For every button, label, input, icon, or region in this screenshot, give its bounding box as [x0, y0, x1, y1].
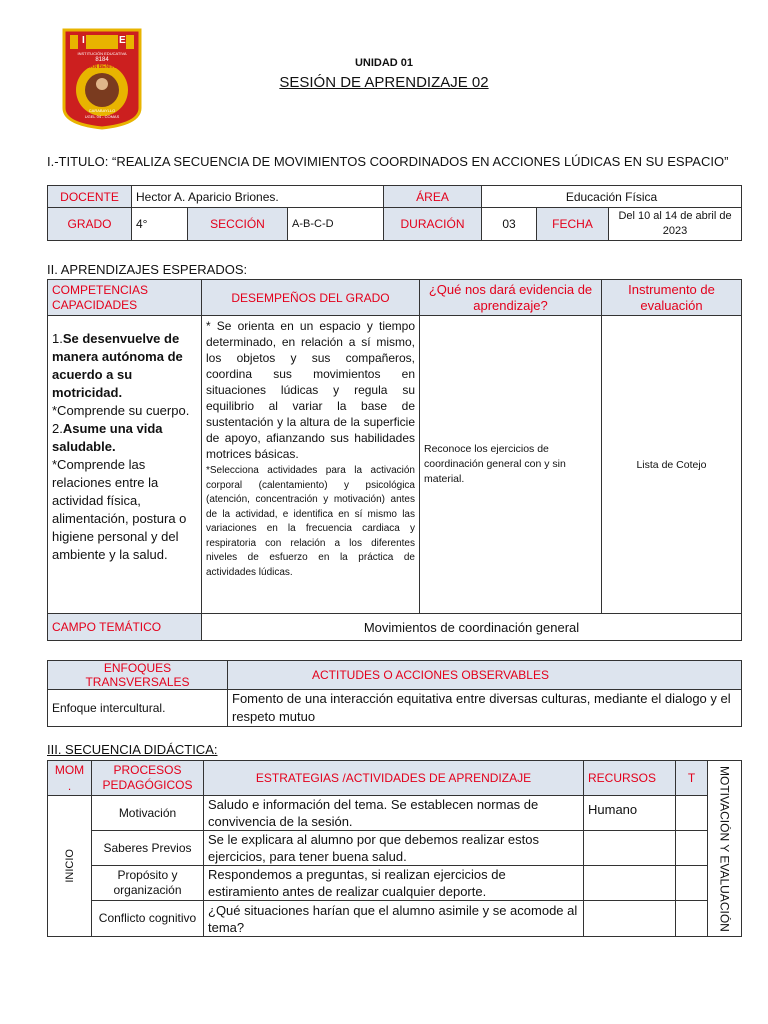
seccion-value: A-B-C-D [288, 208, 384, 241]
estr-motivacion: Saludo e información del tema. Se establecen normas de convivencia de la sesión. [204, 796, 584, 831]
side-label: MOTIVACIÓN Y EVALUACIÓN [717, 765, 732, 932]
proc-saberes: Saberes Previos [92, 831, 204, 866]
duracion-label: DURACIÓN [384, 208, 482, 241]
secuencia-table [47, 760, 742, 937]
estr-saberes: Se le explicara al alumno por que debemos realizar estos ejercicios, para tener buena salud. [204, 831, 584, 866]
fecha-value: Del 10 al 14 de abril de 2023 [609, 208, 742, 241]
grado-label: GRADO [48, 208, 132, 241]
col-mom: MOM . [48, 761, 92, 796]
info-table [47, 185, 742, 241]
desempeno-1: * Se orienta en un espacio y tiempo determinado, en relación a sí mismo, los objetos y sus compañeros, coordina sus movimientos en situaciones lúdicas y regula su equilibrio al variar la base de sustentación y la altura de la superficie de apoyo, afianzando sus habilidades motrices básicas. [206, 319, 415, 461]
unit-label: UNIDAD 01 [354, 57, 414, 69]
proc-proposito: Propósito y organización [92, 866, 204, 901]
campo-label: CAMPO TEMÁTICO [48, 614, 202, 641]
proc-conflicto: Conflicto cognitivo [92, 901, 204, 937]
section2-heading: II. APRENDIZAJES ESPERADOS: [47, 262, 248, 277]
col-instrumento: Instrumento de evaluación [602, 280, 742, 316]
area-value: Educación Física [482, 186, 742, 208]
actitud-value: Fomento de una interacción equitativa entre diversas culturas, mediante el dialogo y el respeto mutuo [228, 690, 742, 727]
rec-proposito [584, 866, 676, 901]
logo-line-2: 8184 [95, 57, 109, 63]
duracion-value: 03 [482, 208, 537, 241]
section3-heading: III. SECUENCIA DIDÁCTICA: [47, 742, 218, 757]
proc-motivacion: Motivación [92, 796, 204, 831]
rec-saberes [584, 831, 676, 866]
competencia-1-text: Se desenvuelve de manera autónoma de acuerdo a su motricidad. [52, 331, 183, 400]
docente-value: Hector A. Aparicio Briones. [132, 186, 384, 208]
competencia-2-number: 2. [52, 421, 63, 436]
logo-line-1: INSTITUCIÓN EDUCATIVA [77, 51, 127, 56]
col-desempenos: DESEMPEÑOS DEL GRADO [202, 280, 420, 316]
col-competencias: COMPETENCIAS CAPACIDADES [48, 280, 202, 316]
competencia-2 [52, 420, 197, 456]
seccion-label: SECCIÓN [188, 208, 288, 241]
t-conflicto [676, 901, 708, 937]
logo-letter-e: E [119, 35, 126, 46]
logo-letter-i: I [82, 35, 85, 46]
session-topic: I.-TITULO: “REALIZA SECUENCIA DE MOVIMIENTOS COORDINADOS EN ACCIONES LÚDICAS EN SU ESPACIO” [47, 154, 729, 169]
inicio-cell [48, 796, 92, 937]
t-proposito [676, 866, 708, 901]
side-label-cell [708, 761, 742, 937]
instrumento-cell: Lista de Cotejo [602, 316, 742, 614]
logo-line-3: SAN BENITO [86, 64, 118, 70]
col-enfoques: ENFOQUES TRANSVERSALES [48, 661, 228, 690]
capacidad-1: *Comprende su cuerpo. [52, 403, 190, 418]
t-motivacion [676, 796, 708, 831]
col-procesos: PROCESOS PEDAGÓGICOS [92, 761, 204, 796]
competencia-1-number: 1. [52, 331, 63, 346]
t-saberes [676, 831, 708, 866]
area-label: ÁREA [384, 186, 482, 208]
competencia-1 [52, 330, 197, 402]
session-title: SESIÓN DE APRENDIZAJE 02 [279, 74, 489, 91]
rec-conflicto [584, 901, 676, 937]
competencia-2-text: Asume una vida saludable. [52, 421, 163, 454]
logo-line-5: UGEL 04 - COMAS [84, 114, 120, 119]
estr-conflicto: ¿Qué situaciones harían que el alumno asimile y se acomode al tema? [204, 901, 584, 937]
learning-table [47, 279, 742, 641]
competencias-cell [48, 316, 202, 614]
estr-proposito: Respondemos a preguntas, si realizan ejercicios de estiramiento antes de realizar cualquier deporte. [204, 866, 584, 901]
col-recursos: RECURSOS [584, 761, 676, 796]
desempenos-cell [202, 316, 420, 614]
enfoque-value: Enfoque intercultural. [48, 690, 228, 727]
grado-value: 4° [132, 208, 188, 241]
evidencia-cell: Reconoce los ejercicios de coordinación general con y sin material. [420, 316, 602, 614]
col-actitudes: ACTITUDES O ACCIONES OBSERVABLES [228, 661, 742, 690]
docente-label: DOCENTE [48, 186, 132, 208]
col-evidencia: ¿Qué nos dará evidencia de aprendizaje? [420, 280, 602, 316]
col-tiempo: T [676, 761, 708, 796]
rec-motivacion: Humano [584, 796, 676, 831]
desempeno-2: *Selecciona actividades para la activación corporal (calentamiento) y psicológica (atención, concentración y motivación) antes de la actividad, e identifica en sí mismo las variaciones en la frecuencia cardiaca y respiratoria con relación a los diferentes niveles de esfuerzo en la práctica de actividades lúdicas. [206, 465, 415, 578]
logo-line-4: CARABAYLLO [88, 108, 116, 113]
enfoques-table [47, 660, 742, 727]
capacidad-2: *Comprende las relaciones entre la actividad física, alimentación, postura o higiene personal y del ambiente y la salud. [52, 457, 187, 562]
col-estrategias: ESTRATEGIAS /ACTIVIDADES DE APRENDIZAJE [204, 761, 584, 796]
campo-value: Movimientos de coordinación general [202, 614, 742, 641]
fecha-label: FECHA [537, 208, 609, 241]
inicio-label: INICIO [63, 849, 76, 883]
